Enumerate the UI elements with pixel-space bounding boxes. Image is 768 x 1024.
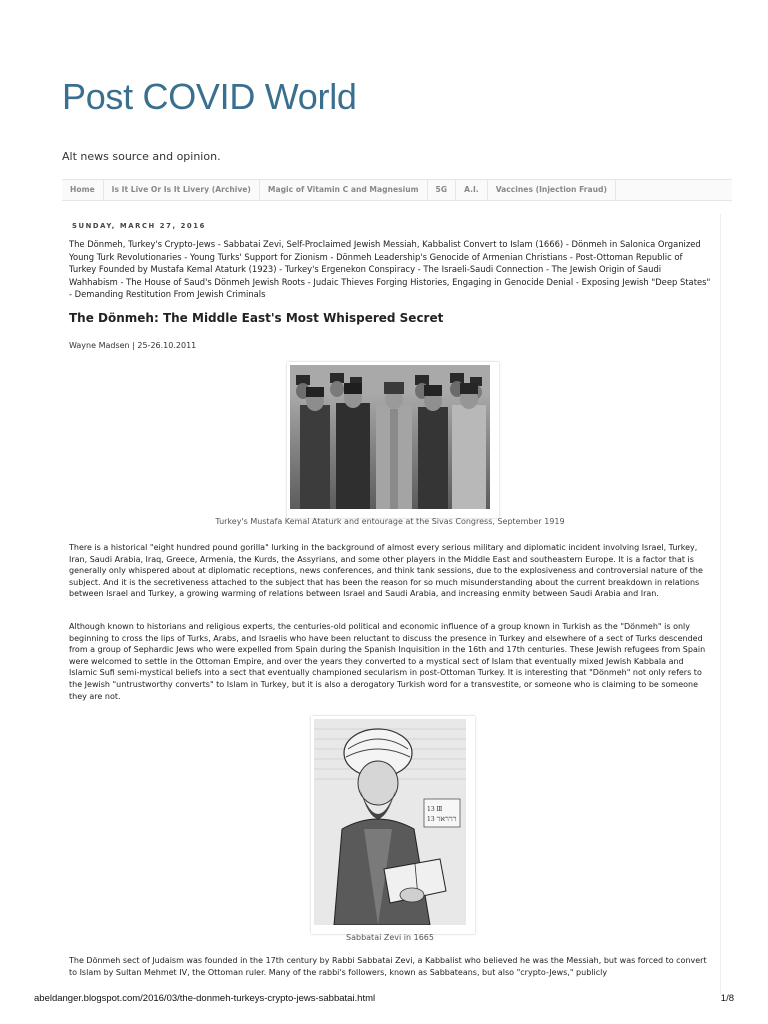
- inscription-line-2: 13 ℸℵℸℸℸ: [427, 816, 457, 823]
- photo-caption-sabbatai: Sabbatai Zevi in 1665: [346, 933, 434, 942]
- photo-caption-ataturk: Turkey's Mustafa Kemal Ataturk and entourage at the Sivas Congress, September 1919: [215, 517, 565, 526]
- post-paragraph-1: There is a historical "eight hundred pound gorilla" lurking in the background of almost every serious military and diplomatic incident involving Israel, Turkey, Iran, Saudi Arabia, Iraq, Greece, Armenia, the Kurds, the Assyrians, and some other players in the Middle East and southeastern Europe. It is a factor that is generally only whispered about at diplomatic receptions, news conferences, and think tank sessions, due to the explosiveness and controversial nature of the subject. And it is the secretiveness attached to the subject that has been the reason for so much misunderstanding about the current breakdown in relations between Israel and Turkey, a growing warming of relations between Israel and Saudi Arabia, and increasing enmity between Saudi Arabia and Iran.: [69, 543, 703, 599]
- post-date-header: SUNDAY, MARCH 27, 2016: [72, 222, 206, 230]
- nav-item-ai[interactable]: A.I.: [456, 180, 488, 200]
- ataturk-photo-image: [290, 365, 490, 509]
- post-paragraph-2: Although known to historians and religious experts, the centuries-old political and economic influence of a group known in Turkish as the "Dönmeh" is only beginning to cross the lips of Turks, Arabs, and Israelis who have been reluctant to discuss the presence in Turkey and elsewhere of a sect of Turks descended from a group of Sephardic Jews who were expelled from Spain during the Spanish Inquisition in the 16th and 17th centuries. These Jewish refugees from Spain were welcomed to settle in the Ottoman Empire, and over the years they converted to a mystical sect of Islam that eventually mixed Jewish Kabbala and Islamic Sufi semi-mystical beliefs into a sect that eventually championed secularism in post-Ottoman Turkey. It is interesting that "Dönmeh" not only refers to the Jewish "untrustworthy converts" to Islam in Turkey, but it is also a derogatory Turkish word for a transvestite, or someone who is claiming to be someone they are not.: [69, 622, 706, 701]
- post-paragraph-3: The Dönmeh sect of Judaism was founded in the 17th century by Rabbi Sabbatai Zevi, a Kabbalist who believed he was the Messiah, but was forced to convert to Islam by Sultan Mehmet IV, the Ottoman ruler. Many of the rabbi's followers, known as Sabbateans, but also "crypto-Jews," publicly: [69, 956, 707, 977]
- blog-description: Alt news source and opinion.: [62, 150, 221, 163]
- nav-item-5g[interactable]: 5G: [428, 180, 457, 200]
- print-page-number: 1/8: [720, 993, 734, 1004]
- inscription-line-1: 13 Ⅲ: [427, 806, 443, 813]
- nav-item-home[interactable]: Home: [62, 180, 104, 200]
- nav-item-vaccines[interactable]: Vaccines (Injection Fraud): [488, 180, 616, 200]
- post-title[interactable]: The Dönmeh: The Middle East's Most Whispered Secret: [69, 311, 444, 325]
- post-byline: Wayne Madsen | 25-26.10.2011: [69, 341, 197, 350]
- page-nav: [62, 179, 732, 201]
- sabbatai-zevi-engraving-image: [314, 719, 466, 925]
- nav-item-archive[interactable]: Is It Live Or Is It Livery (Archive): [104, 180, 260, 200]
- blog-title[interactable]: Post COVID World: [62, 76, 357, 117]
- sabbatai-zevi-engraving[interactable]: [311, 716, 475, 934]
- nav-item-vitamin-c[interactable]: Magic of Vitamin C and Magnesium: [260, 180, 428, 200]
- post-intro: The Dönmeh, Turkey's Crypto-Jews - Sabbatai Zevi, Self-Proclaimed Jewish Messiah, Kabbalist Convert to Islam (1666) - Dönmeh in Salonica Organized Young Turk Revolutionaries - Young Turks' Support for Zionism - Dönmeh Leadership's Genocide of Armenian Christians - Post-Ottoman Republic of Turkey Founded by Mustafa Kemal Ataturk (1923) - Turkey's Ergenekon Conspiracy - The Israeli-Saudi Connection - The Jewish Origin of Saudi Wahhabism - The House of Saud's Dönmeh Jewish Roots - Judaic Thieves Forging Histories, Engaging in Genocide Denial - Exposing Jewish "Deep States" - Demanding Restitution From Jewish Criminals: [69, 239, 711, 300]
- print-url: abeldanger.blogspot.com/2016/03/the-donmeh-turkeys-crypto-jews-sabbatai.html: [34, 993, 376, 1004]
- ataturk-photo[interactable]: [287, 362, 499, 518]
